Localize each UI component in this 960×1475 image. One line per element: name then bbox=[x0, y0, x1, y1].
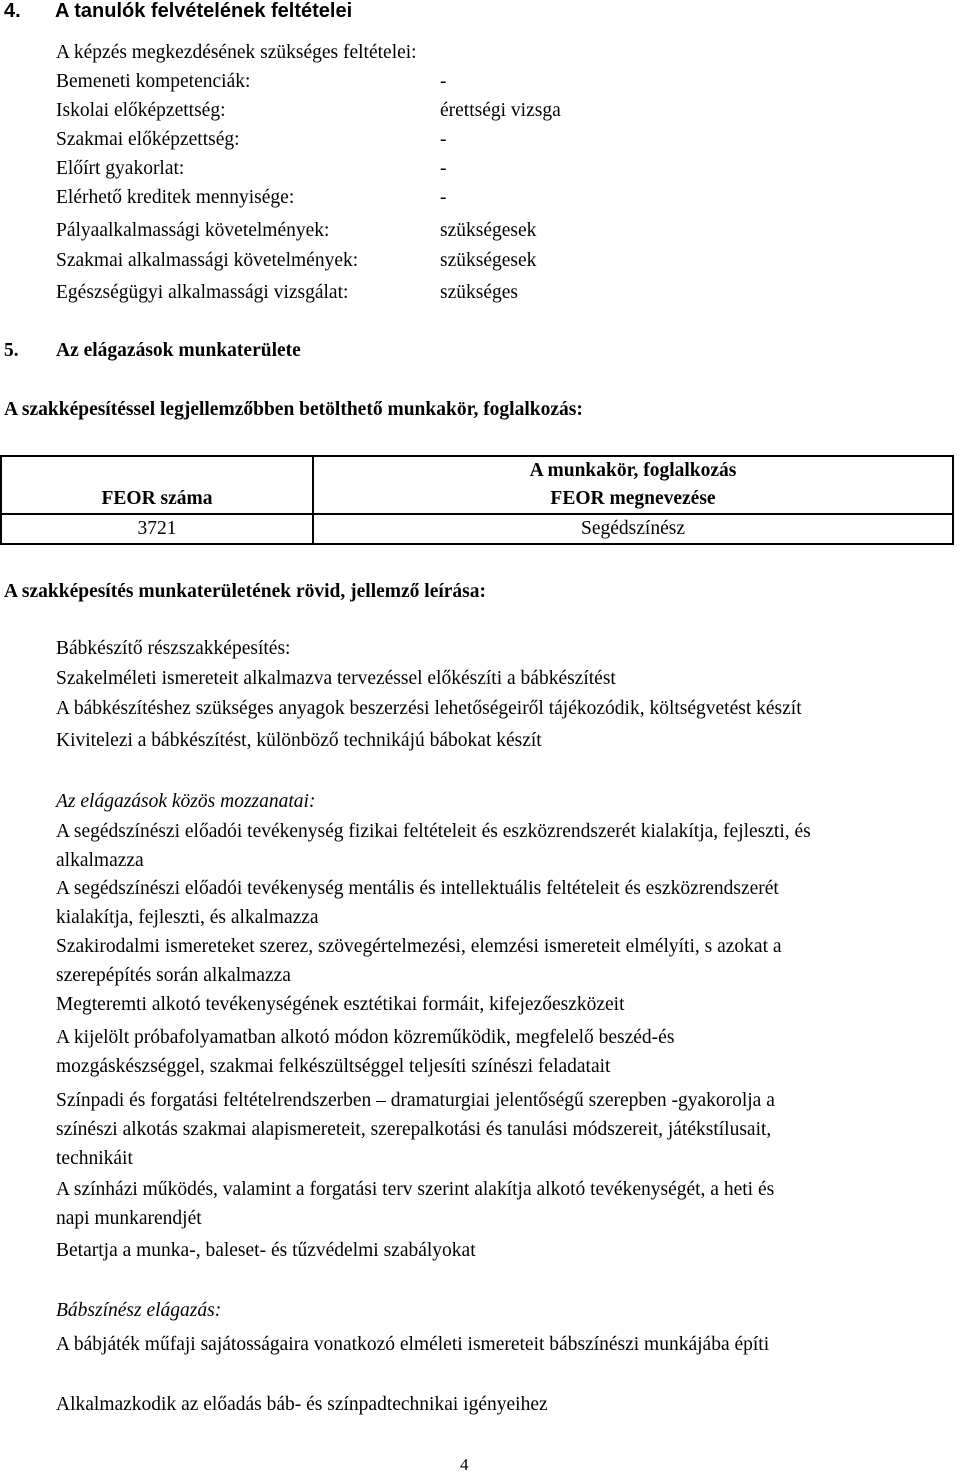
common-line: A segédszínészi előadói tevékenység mentális és intellektuális feltételeit és eszközrendszerét bbox=[56, 878, 779, 899]
feor-code-header: FEOR száma bbox=[1, 485, 313, 514]
requirement-label: Egészségügyi alkalmassági vizsgálat: bbox=[56, 282, 349, 303]
feor-table bbox=[0, 455, 954, 545]
common-line: szerepépítés során alkalmazza bbox=[56, 965, 291, 986]
requirement-value: szükségesek bbox=[440, 250, 537, 271]
feor-name-cell: Segédszínész bbox=[313, 514, 953, 544]
feor-group-header: A munkakör, foglalkozás bbox=[313, 456, 953, 485]
requirement-value: - bbox=[440, 129, 447, 150]
babszinesz-heading: Bábszínész elágazás: bbox=[56, 1300, 222, 1321]
requirement-value: - bbox=[440, 158, 447, 179]
common-line: napi munkarendjét bbox=[56, 1208, 202, 1229]
requirement-value: szükségesek bbox=[440, 220, 537, 241]
babkeszito-line: Kivitelezi a bábkészítést, különböző technikájú bábokat készít bbox=[56, 730, 542, 751]
requirement-value: - bbox=[440, 71, 447, 92]
common-heading: Az elágazások közös mozzanatai: bbox=[56, 791, 316, 812]
common-line: alkalmazza bbox=[56, 850, 144, 871]
babkeszito-line: A bábkészítéshez szükséges anyagok beszerzési lehetőségeiről tájékozódik, költségvetést készít bbox=[56, 698, 802, 719]
requirement-label: Szakmai előképzettség: bbox=[56, 129, 240, 150]
common-line: Színpadi és forgatási feltételrendszerben – dramaturgiai jelentőségű szerepben -gyakorolja a bbox=[56, 1090, 775, 1111]
common-line: Szakirodalmi ismereteket szerez, szövegértelmezési, elemzési ismereteit elmélyíti, s azokat a bbox=[56, 936, 782, 957]
jobs-intro: A szakképesítéssel legjellemzőbben betölthető munkakör, foglalkozás: bbox=[4, 399, 583, 420]
common-line: színészi alkotás szakmai alapismereteit, szerepalkotási és tanulási módszereit, játékstílusait, bbox=[56, 1119, 772, 1140]
requirement-label: Előírt gyakorlat: bbox=[56, 158, 185, 179]
common-line: kialakítja, fejleszti, és alkalmazza bbox=[56, 907, 319, 928]
section-5-number: 5. bbox=[4, 340, 19, 361]
requirement-label: Szakmai alkalmassági követelmények: bbox=[56, 250, 359, 271]
section-4-number: 4. bbox=[4, 0, 21, 22]
requirement-value: - bbox=[440, 187, 447, 208]
requirement-value: érettségi vizsga bbox=[440, 100, 561, 121]
common-line: Betartja a munka-, baleset- és tűzvédelmi szabályokat bbox=[56, 1240, 476, 1261]
common-line: mozgáskészséggel, szakmai felkészültséggel teljesíti színészi feladatait bbox=[56, 1056, 611, 1077]
common-line: Megteremti alkotó tevékenységének esztétikai formáit, kifejezőeszközeit bbox=[56, 994, 625, 1015]
common-line: A segédszínészi előadói tevékenység fizikai feltételeit és eszközrendszerét kialakítja, fejleszti, és bbox=[56, 821, 811, 842]
babszinesz-line: Alkalmazkodik az előadás báb- és színpadtechnikai igényeihez bbox=[56, 1394, 548, 1415]
feor-table-blank-cell bbox=[1, 456, 313, 485]
common-line: A kijelölt próbafolyamatban alkotó módon közreműködik, megfelelő beszéd-és bbox=[56, 1027, 675, 1048]
babkeszito-line: Szakelméleti ismereteit alkalmazva tervezéssel előkészíti a bábkészítést bbox=[56, 668, 616, 689]
page-number: 4 bbox=[460, 1455, 469, 1474]
feor-code-cell: 3721 bbox=[1, 514, 313, 544]
requirement-label: Iskolai előképzettség: bbox=[56, 100, 226, 121]
description-heading: A szakképesítés munkaterületének rövid, jellemző leírása: bbox=[4, 581, 487, 602]
common-line: technikáit bbox=[56, 1148, 133, 1169]
babszinesz-line: A bábjáték műfaji sajátosságaira vonatkozó elméleti ismereteit bábszínészi munkájába építi bbox=[56, 1334, 770, 1355]
feor-name-header: FEOR megnevezése bbox=[313, 485, 953, 514]
requirement-label: Bemeneti kompetenciák: bbox=[56, 71, 251, 92]
section-4-title: A tanulók felvételének feltételei bbox=[55, 0, 353, 22]
requirement-label: Pályaalkalmassági követelmények: bbox=[56, 220, 330, 241]
section-5-title: Az elágazások munkaterülete bbox=[56, 340, 301, 361]
babkeszito-heading: Bábkészítő részszakképesítés: bbox=[56, 638, 291, 659]
requirement-value: szükséges bbox=[440, 282, 518, 303]
common-line: A színházi működés, valamint a forgatási terv szerint alakítja alkotó tevékenységét, a heti és bbox=[56, 1179, 775, 1200]
requirement-label: Elérhető kreditek mennyisége: bbox=[56, 187, 295, 208]
requirements-intro: A képzés megkezdésének szükséges feltételei: bbox=[56, 42, 417, 63]
